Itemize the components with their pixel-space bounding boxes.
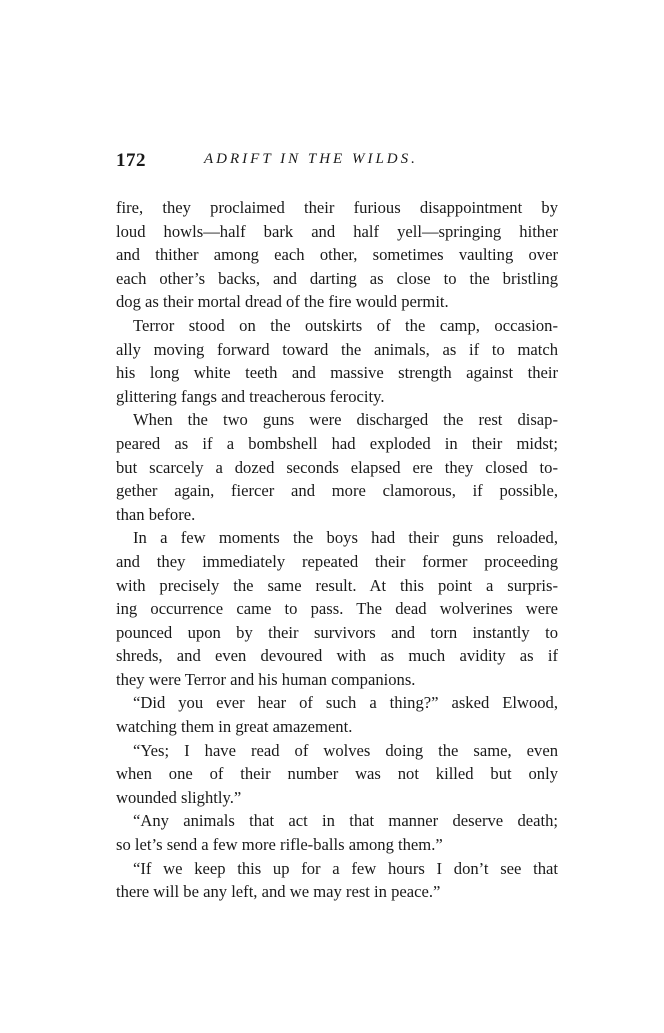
- text-line: when one of their number was not killed but only: [116, 764, 558, 784]
- text-line: than before.: [116, 504, 196, 524]
- text-line: Terror stood on the outskirts of the camp, occasion-: [133, 315, 558, 335]
- text-line: there will be any left, and we may rest in peace.”: [116, 882, 441, 902]
- text-line: “Any animals that act in that manner deserve death;: [133, 811, 558, 831]
- text-line: watching them in great amazement.: [116, 717, 353, 737]
- body-text: [116, 196, 558, 904]
- text-line: each other’s backs, and darting as close to the bristling: [116, 268, 558, 288]
- page-number: 172: [116, 150, 146, 171]
- text-line: peared as if a bombshell had exploded in their midst;: [116, 433, 558, 453]
- text-line: so let’s send a few more rifle-balls among them.”: [116, 835, 443, 855]
- text-line: ally moving forward toward the animals, as if to match: [116, 339, 558, 359]
- text-line: wounded slightly.”: [116, 787, 242, 807]
- text-line: loud howls—half bark and half yell—springing hither: [116, 221, 558, 241]
- running-title: ADRIFT IN THE WILDS.: [204, 151, 418, 167]
- text-line: dog as their mortal dread of the fire would permit.: [116, 292, 449, 312]
- text-line: but scarcely a dozed seconds elapsed ere they closed to-: [116, 457, 558, 477]
- text-line: gether again, fiercer and more clamorous, if possible,: [116, 481, 558, 501]
- text-line: pounced upon by their survivors and torn instantly to: [116, 622, 558, 642]
- text-line: “Yes; I have read of wolves doing the same, even: [133, 740, 558, 760]
- text-line: In a few moments the boys had their guns reloaded,: [133, 528, 558, 548]
- text-line: and thither among each other, sometimes vaulting over: [116, 245, 558, 265]
- text-line: his long white teeth and massive strength against their: [116, 363, 558, 383]
- text-line: with precisely the same result. At this point a surpris-: [116, 575, 558, 595]
- text-line: and they immediately repeated their former proceeding: [116, 551, 558, 571]
- text-line: “If we keep this up for a few hours I don’t see that: [133, 858, 558, 878]
- text-line: fire, they proclaimed their furious disappointment by: [116, 198, 558, 217]
- text-line: ing occurrence came to pass. The dead wolverines were: [116, 599, 558, 619]
- text-line: When the two guns were discharged the rest disap-: [133, 410, 558, 430]
- running-head: [116, 150, 558, 176]
- text-line: shreds, and even devoured with as much avidity as if: [116, 646, 558, 666]
- text-line: glittering fangs and treacherous ferocity.: [116, 386, 385, 406]
- text-line: they were Terror and his human companions.: [116, 669, 416, 689]
- text-line: “Did you ever hear of such a thing?” asked Elwood,: [133, 693, 558, 713]
